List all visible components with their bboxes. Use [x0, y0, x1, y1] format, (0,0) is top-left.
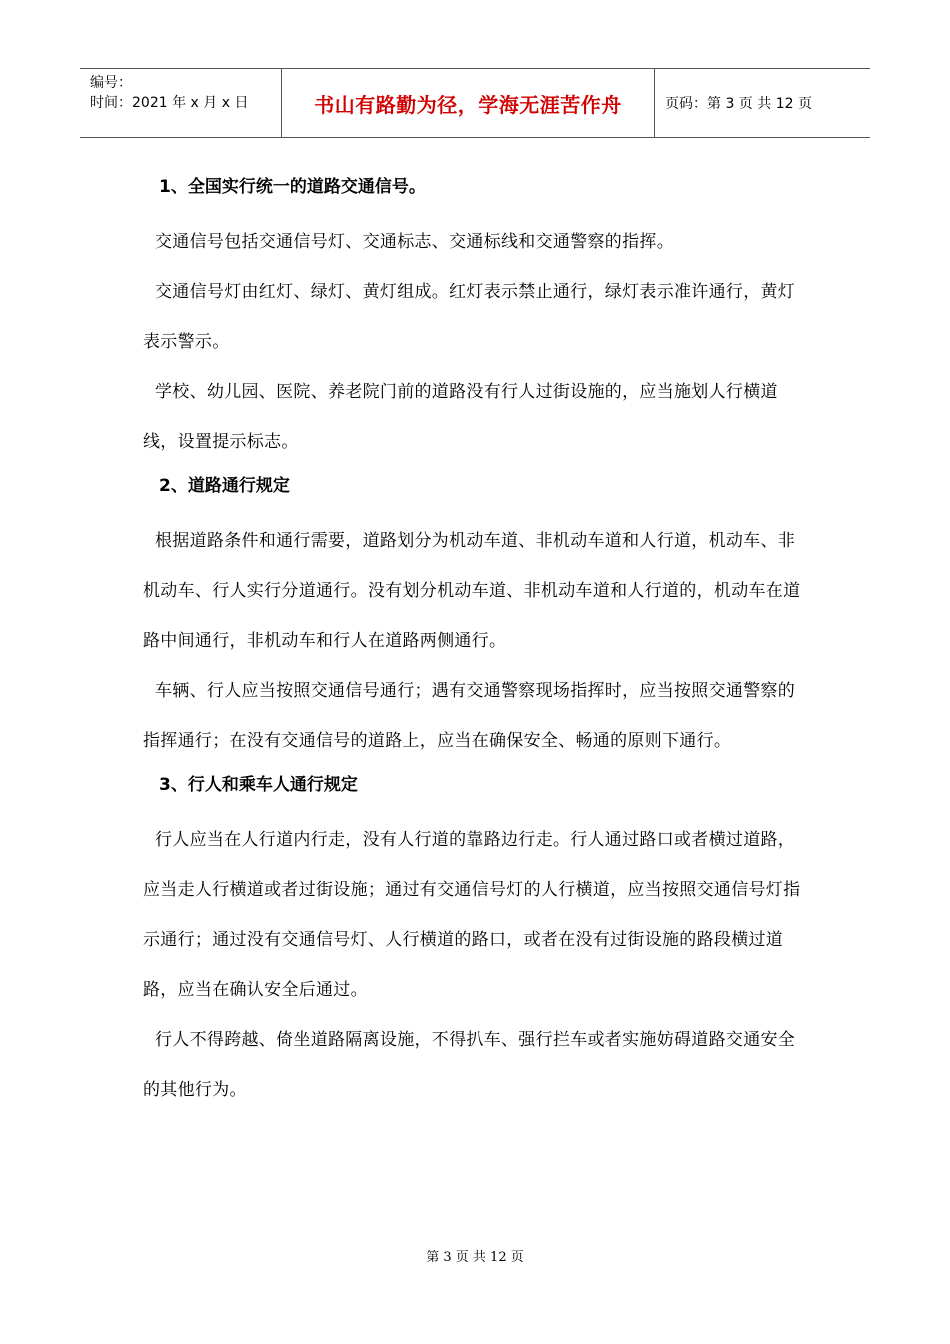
section-heading: 2、道路通行规定 — [159, 476, 290, 496]
header-motto: 书山有路勤为径，学海无涯苦作舟 — [282, 69, 655, 137]
document-body — [143, 168, 803, 1115]
number-label: 编号： — [90, 75, 132, 91]
header-page-info: 页码：第 3 页 共 12 页 — [665, 96, 812, 112]
section-heading: 1、全国实行统一的道路交通信号。 — [159, 177, 426, 197]
page-header — [80, 68, 870, 138]
section-heading: 3、行人和乘车人通行规定 — [159, 775, 358, 795]
paragraph: 行人不得跨越、倚坐道路隔离设施，不得扒车、强行拦车或者实施妨碍道路交通安全的其他行为。 — [143, 1030, 796, 1100]
date-label: 时间：2021 年 x 月 x 日 — [90, 95, 249, 111]
paragraph: 交通信号包括交通信号灯、交通标志、交通标线和交通警察的指挥。 — [155, 232, 674, 252]
paragraph: 学校、幼儿园、医院、养老院门前的道路没有行人过街设施的，应当施划人行横道线，设置提示标志。 — [143, 382, 778, 452]
paragraph: 交通信号灯由红灯、绿灯、黄灯组成。红灯表示禁止通行，绿灯表示准许通行，黄灯表示警示。 — [143, 282, 796, 352]
page-footer: 第 3 页 共 12 页 — [426, 1250, 524, 1265]
paragraph: 车辆、行人应当按照交通信号通行；遇有交通警察现场指挥时，应当按照交通警察的指挥通行；在没有交通信号的道路上，应当在确保安全、畅通的原则下通行。 — [143, 681, 796, 751]
section-3 — [143, 766, 803, 1115]
paragraph: 行人应当在人行道内行走，没有人行道的靠路边行走。行人通过路口或者横过道路，应当走人行横道或者过街设施；通过有交通信号灯的人行横道，应当按照交通信号灯指示通行；通过没有交通信号灯、人行横道的路口，或者在没有过街设施的路段横过道路，应当在确认安全后通过。 — [143, 830, 801, 1000]
section-2 — [143, 467, 803, 766]
header-meta — [80, 69, 282, 137]
section-1 — [143, 168, 803, 467]
paragraph: 根据道路条件和通行需要，道路划分为机动车道、非机动车道和人行道，机动车、非机动车、行人实行分道通行。没有划分机动车道、非机动车道和人行道的，机动车在道路中间通行，非机动车和行人在道路两侧通行。 — [143, 531, 801, 651]
